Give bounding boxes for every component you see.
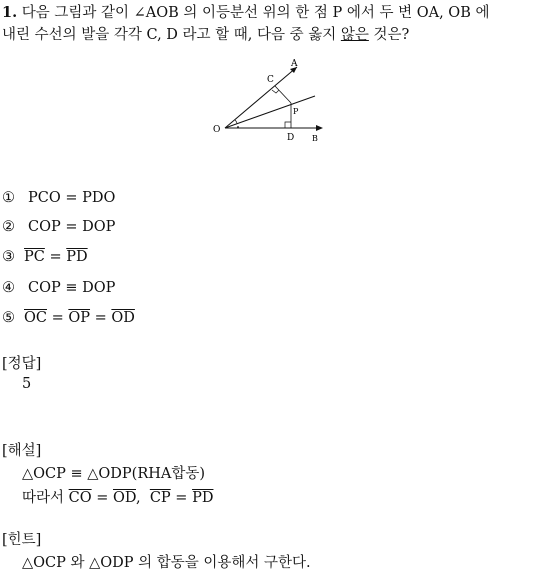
option-5-mark: ⑤ — [2, 310, 15, 326]
option-3-eq: = — [44, 249, 67, 265]
option-2-text: COP = DOP — [28, 219, 116, 235]
label-b: B — [312, 134, 318, 143]
answer-value: 5 — [22, 376, 32, 392]
option-5[interactable] — [2, 310, 135, 326]
option-5-eq2: = — [90, 310, 112, 326]
option-1-mark: ① — [2, 190, 15, 206]
option-3[interactable] — [2, 249, 88, 265]
question-text-line-2-post: 것은? — [368, 27, 410, 43]
segment-cp: $\overline{CP}$ — [149, 490, 171, 506]
option-2-mark: ② — [2, 219, 15, 235]
arrowhead-b — [316, 125, 323, 131]
segment-oc: $\overline{OC}$ — [24, 310, 47, 326]
segment-od-expl: $\overline{OD}$ — [113, 490, 136, 506]
question-text-line-1: 다음 그림과 같이 ∠AOB 의 이등분선 위의 한 점 P 에서 두 변 OA, OB 에 — [21, 5, 490, 21]
explanation-label: [해설] — [2, 443, 42, 459]
right-angle-d — [285, 122, 291, 128]
segment-od: $\overline{OD}$ — [111, 310, 135, 326]
question-number: 1. — [2, 4, 18, 21]
bisector-ray — [225, 96, 315, 128]
segment-op: $\overline{OP}$ — [68, 310, 91, 326]
question-line-1 — [2, 2, 489, 24]
segment-pc: $\overline{PC}$ — [24, 249, 45, 265]
explanation-eq-2: = — [170, 490, 193, 506]
question-line-2 — [2, 24, 409, 46]
explanation-eq-1: = — [91, 490, 113, 506]
perpendicular-pc — [275, 86, 291, 103]
option-5-eq1: = — [46, 310, 69, 326]
option-4-mark: ④ — [2, 280, 15, 296]
explanation-line-2 — [22, 486, 213, 507]
right-angle-c — [272, 90, 279, 93]
segment-pd-expl: $\overline{PD}$ — [192, 490, 214, 506]
option-4[interactable] — [2, 280, 115, 296]
hint-label: [힌트] — [2, 532, 42, 548]
option-2[interactable] — [2, 219, 115, 235]
segment-co: $\overline{CO}$ — [68, 490, 92, 506]
emphasis-text: 않은 — [340, 27, 369, 43]
angle-mark-lower — [237, 126, 239, 128]
option-4-text: COP ≡ DOP — [28, 280, 116, 296]
label-o: O — [213, 125, 221, 135]
explanation-line-1: △OCP ≡ △ODP(RHA합동) — [22, 466, 206, 482]
explanation-sep: , — [136, 490, 150, 506]
label-a: A — [291, 59, 298, 69]
label-c: C — [267, 75, 274, 85]
explanation-line-2-pre: 따라서 — [22, 490, 69, 506]
angle-mark-upper — [235, 120, 237, 124]
label-d: D — [287, 133, 295, 143]
label-p: P — [293, 107, 299, 116]
option-1[interactable] — [2, 190, 115, 206]
angle-bisector-figure — [205, 55, 335, 145]
question-text-line-2-pre: 내린 수선의 발을 각각 C, D 라고 할 때, 다음 중 옳지 — [2, 27, 341, 43]
option-1-text: PCO = PDO — [28, 190, 116, 206]
segment-pd: $\overline{PD}$ — [66, 249, 88, 265]
answer-label: [정답] — [2, 356, 42, 372]
hint-text: △OCP 와 △ODP 의 합동을 이용해서 구한다. — [22, 555, 311, 571]
option-3-mark: ③ — [2, 249, 15, 265]
